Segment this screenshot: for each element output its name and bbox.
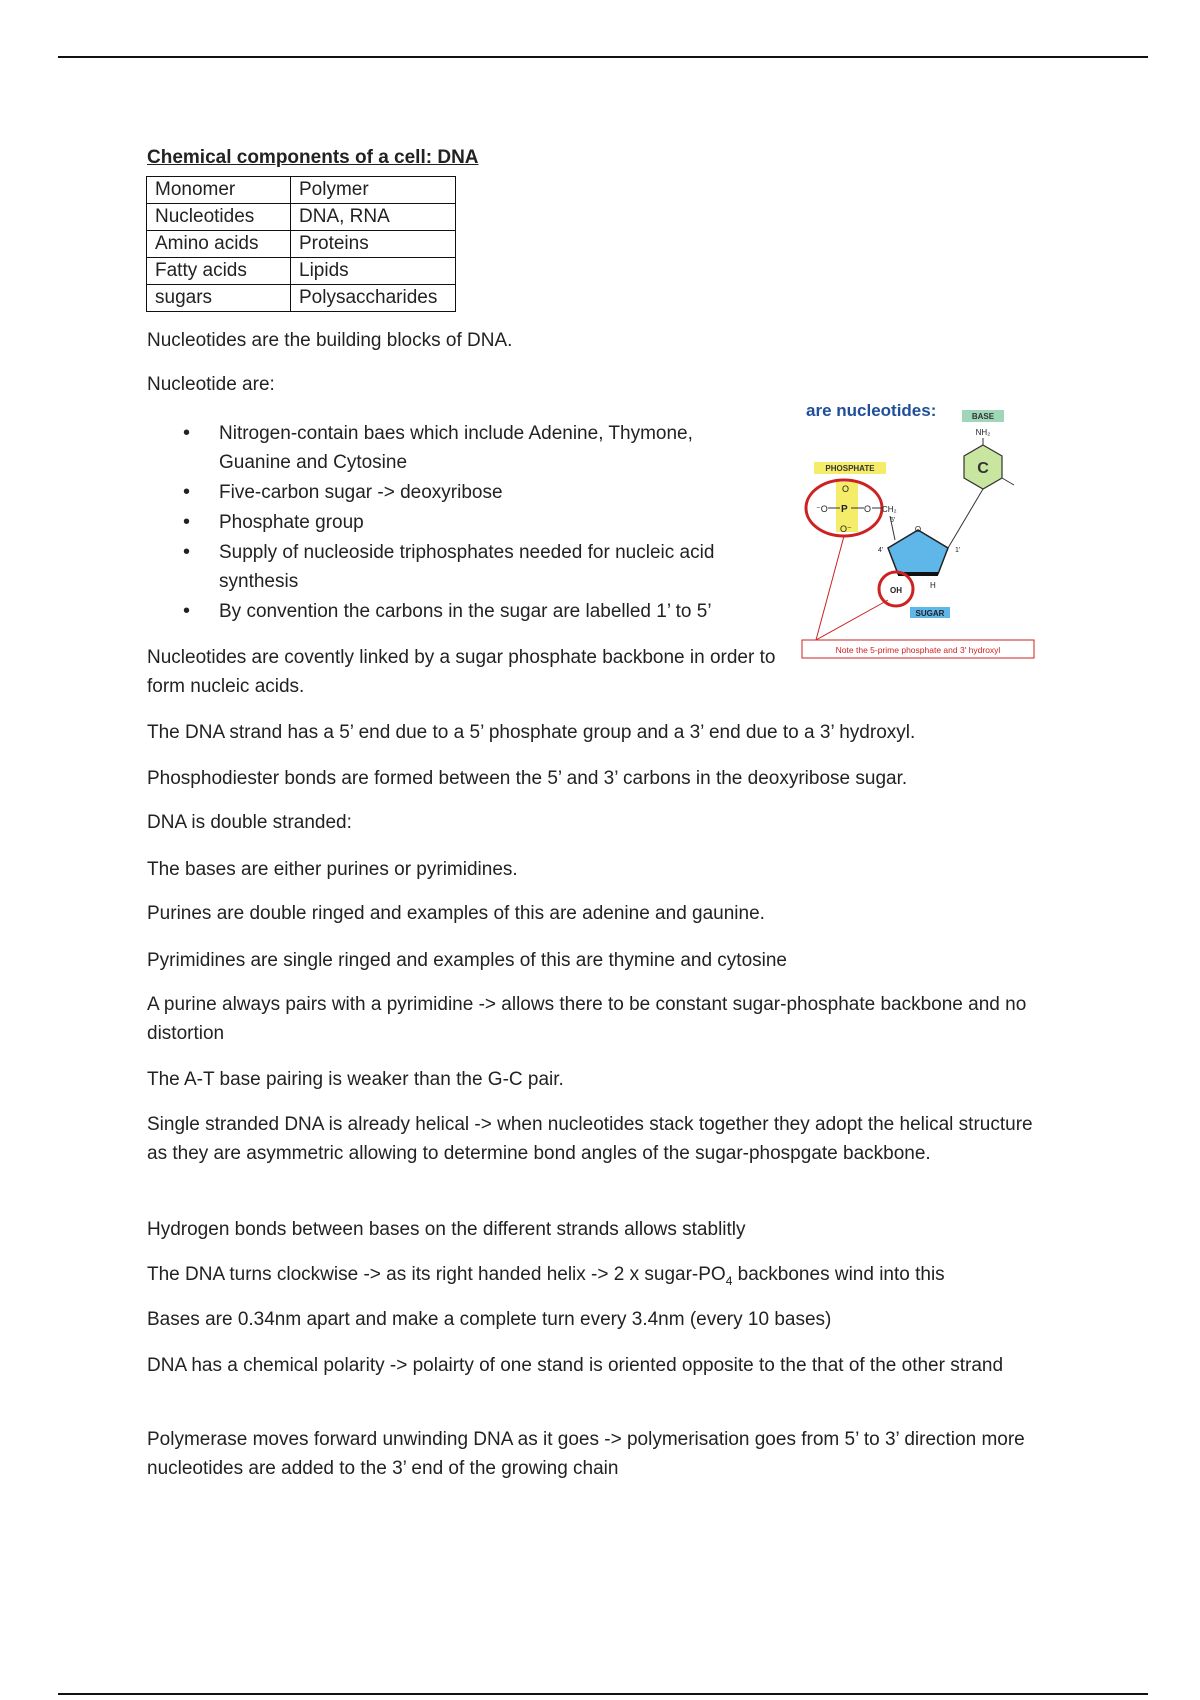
svg-text:O: O bbox=[914, 525, 922, 534]
table-row bbox=[147, 204, 456, 231]
paragraph-text: backbones wind into this bbox=[732, 1264, 945, 1285]
page-title: Chemical components of a cell: DNA bbox=[147, 147, 479, 168]
nh2-label: NH₂ bbox=[975, 428, 991, 437]
paragraph: The DNA strand has a 5’ end due to a 5’ phosphate group and a 3’ end due to a 3’ hydroxyl. bbox=[147, 722, 916, 743]
svg-text:O: O bbox=[842, 484, 850, 494]
paragraph: DNA is double stranded: bbox=[147, 812, 352, 833]
header-rule bbox=[58, 56, 1148, 58]
base-label: BASE bbox=[971, 412, 995, 421]
paragraph: A purine always pairs with a pyrimidine -> allows there to be constant sugar-phosphate backbone and no distortion bbox=[147, 994, 1027, 1044]
paragraph: Nucleotide are: bbox=[147, 374, 275, 395]
nucleotide-structure-figure bbox=[800, 402, 1040, 664]
sugar-label: SUGAR bbox=[915, 609, 945, 618]
table-row bbox=[147, 258, 456, 285]
svg-text:P: P bbox=[841, 504, 848, 515]
monomer-polymer-table bbox=[146, 176, 456, 312]
table-header-row bbox=[147, 177, 456, 204]
list-item: • By convention the carbons in the sugar are labelled 1’ to 5’ bbox=[147, 597, 767, 626]
list-item: • Phosphate group bbox=[147, 508, 767, 537]
svg-text:CH₂: CH₂ bbox=[882, 505, 897, 514]
paragraph: The bases are either purines or pyrimidines. bbox=[147, 859, 518, 880]
list-item: • Supply of nucleoside triphosphates needed for nucleic acid synthesis bbox=[147, 538, 767, 596]
svg-text:4': 4' bbox=[878, 547, 884, 554]
paragraph: DNA has a chemical polarity -> polairty of one stand is oriented opposite to the that of the other strand bbox=[147, 1355, 1004, 1376]
svg-text:OH: OH bbox=[890, 586, 902, 595]
paragraph: Polymerase moves forward unwinding DNA as it goes -> polymerisation goes from 5’ to 3’ direction more nucleotides are added to the 3’ end of the growing chain bbox=[147, 1429, 1025, 1479]
table-cell: Fatty acids bbox=[147, 258, 291, 285]
svg-text:O: O bbox=[864, 504, 872, 514]
paragraph: Phosphodiester bonds are formed between the 5’ and 3’ carbons in the deoxyribose sugar. bbox=[147, 768, 908, 789]
table-cell: Monomer bbox=[147, 177, 291, 204]
paragraph: The A-T base pairing is weaker than the G-C pair. bbox=[147, 1069, 564, 1090]
subscript: 4 bbox=[725, 1273, 733, 1288]
svg-text:5': 5' bbox=[890, 517, 896, 524]
figure-caption: Note the 5-prime phosphate and 3' hydroxyl bbox=[835, 645, 1001, 655]
nucleotide-component-list bbox=[147, 419, 767, 627]
table-cell: DNA, RNA bbox=[291, 204, 456, 231]
list-item: • Five-carbon sugar -> deoxyribose bbox=[147, 478, 767, 507]
svg-text:O⁻: O⁻ bbox=[840, 524, 852, 534]
table-cell: Nucleotides bbox=[147, 204, 291, 231]
svg-text:⁻O: ⁻O bbox=[816, 504, 828, 514]
phosphate-label: PHOSPHATE bbox=[825, 464, 875, 473]
paragraph: Bases are 0.34nm apart and make a complete turn every 3.4nm (every 10 bases) bbox=[147, 1309, 832, 1330]
table-cell: Polymer bbox=[291, 177, 456, 204]
paragraph: Pyrimidines are single ringed and examples of this are thymine and cytosine bbox=[147, 950, 787, 971]
table-row bbox=[147, 285, 456, 312]
table-cell: Amino acids bbox=[147, 231, 291, 258]
table-row bbox=[147, 231, 456, 258]
svg-text:H: H bbox=[930, 581, 936, 590]
table-cell: Proteins bbox=[291, 231, 456, 258]
table-cell: sugars bbox=[147, 285, 291, 312]
nucleotide-diagram bbox=[800, 402, 1040, 664]
table-cell: Lipids bbox=[291, 258, 456, 285]
table-cell: Polysaccharides bbox=[291, 285, 456, 312]
paragraph: Single stranded DNA is already helical -> when nucleotides stack together they adopt the helical structure as they are asymmetric allowing to determine bond angles of the sugar-phospgate backbone. bbox=[147, 1114, 1033, 1164]
paragraph bbox=[147, 1260, 1047, 1296]
sugar-ring bbox=[888, 530, 948, 574]
list-item: • Nitrogen-contain baes which include Adenine, Thymone, Guanine and Cytosine bbox=[147, 419, 767, 477]
figure-heading: are nucleotides: bbox=[806, 402, 937, 420]
paragraph: Hydrogen bonds between bases on the different strands allows stablitly bbox=[147, 1219, 746, 1240]
paragraph-text: The DNA turns clockwise -> as its right handed helix -> 2 x sugar-PO bbox=[147, 1264, 726, 1285]
svg-text:1': 1' bbox=[955, 547, 961, 554]
base-letter: C bbox=[977, 460, 989, 477]
footer-rule bbox=[58, 1693, 1148, 1695]
paragraph: Nucleotides are the building blocks of DNA. bbox=[147, 330, 513, 351]
paragraph: Purines are double ringed and examples of this are adenine and gaunine. bbox=[147, 903, 765, 924]
paragraph: Nucleotides are covently linked by a sugar phosphate backbone in order to form nucleic acids. bbox=[147, 647, 776, 697]
